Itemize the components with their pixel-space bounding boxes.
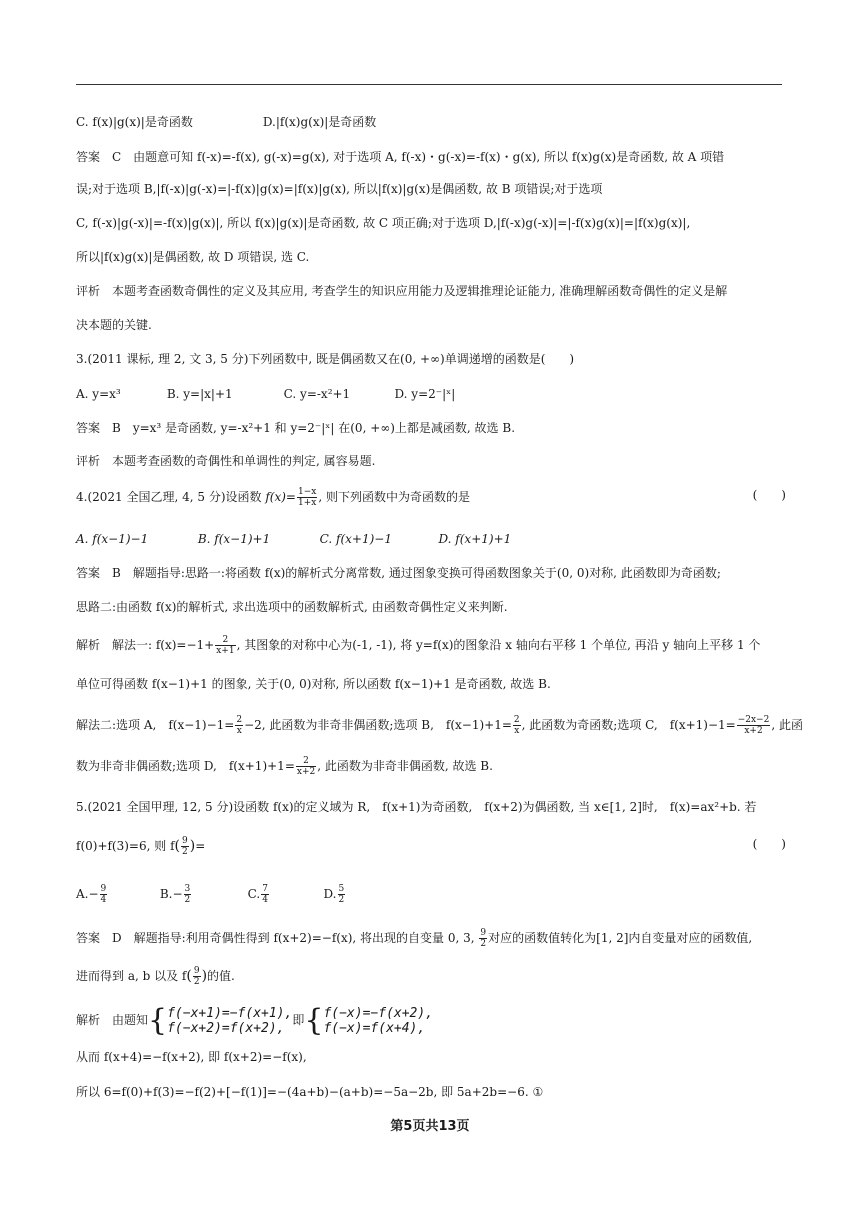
q3-option-b: B. y=|x|+1 xyxy=(166,387,233,401)
q4-sol4-frac-den: x+2 xyxy=(296,767,316,777)
q3-stem: 3.(2011 课标, 理 2, 文 3, 5 分)下列函数中, 既是偶函数又在(0, +∞)单调递增的函数是( ) xyxy=(76,352,575,366)
q4-sol3-part-c: , 此函数为奇函数;选项 C, f(x+1)−1= xyxy=(521,718,736,732)
header-rule xyxy=(76,84,782,85)
q5-ans2-frac-den: 2 xyxy=(193,977,200,987)
q4-stem-function: f(x)= xyxy=(265,490,296,504)
q4-sol4-part-a: 数为非奇非偶函数;选项 D, f(x+1)+1= xyxy=(76,759,295,773)
q5-ans1-prefix: 答案 D 解题指导:利用奇偶性得到 f(x+2)=−f(x), 将出现的自变量 0, 3, xyxy=(76,931,479,945)
q4-option-c: C. f(x+1)−1 xyxy=(319,532,392,546)
q5-option-d-den: 2 xyxy=(338,895,345,905)
q4-stem-suffix: , 则下列函数中为奇函数的是 xyxy=(318,490,470,504)
q5-ans1-frac-num: 9 xyxy=(480,928,487,938)
q5-option-b-den: 2 xyxy=(184,895,191,905)
q5-answer-paren: ( ) xyxy=(752,837,786,851)
q4-answer-line-1: 答案 B 解题指导:思路一:将函数 f(x)的解析式分离常数, 通过图象变换可得函数图象关于(0, 0)对称, 此函数即为奇函数; xyxy=(76,566,721,580)
q3-options xyxy=(76,386,786,402)
q4-stem-frac-num: 1−x xyxy=(297,487,317,497)
q2-answer-line-1: 答案 C 由题意可知 f(-x)=-f(x), g(-x)=g(x), 对于选项 A, f(-x)・g(-x)=-f(x)・g(x), 所以 f(x)g(x)是奇函数, 故 A 项错 xyxy=(76,150,725,164)
q4-stem xyxy=(76,487,786,508)
q5-stem-line-1: 5.(2021 全国甲理, 12, 5 分)设函数 f(x)的定义域为 R, f(x+1)为奇函数, f(x+2)为偶函数, 当 x∈[1, 2]时, f(x)=ax²+b. 若 xyxy=(76,800,757,814)
q4-sol1-prefix: 解析 解法一: f(x)=−1+ xyxy=(76,638,215,652)
q5-option-b xyxy=(160,884,244,905)
q5-solution-line-1 xyxy=(76,1002,786,1038)
q4-sol4-part-b: , 此函数为非奇非偶函数, 故选 B. xyxy=(317,759,493,773)
q5-system-2-line-1: f(−x)=−f(x+2), xyxy=(323,1005,434,1021)
q4-solution-line-4 xyxy=(76,756,786,777)
q5-options xyxy=(76,884,786,905)
q4-sol3-frac-1 xyxy=(235,715,243,736)
left-brace-icon: { xyxy=(304,1002,324,1038)
q5-option-d-prefix: D. xyxy=(323,887,337,901)
q5-sol-prefix: 解析 由题知 xyxy=(76,1013,149,1027)
q5-ans1-suffix: 对应的函数值转化为[1, 2]内自变量对应的函数值, xyxy=(488,931,753,945)
q5-option-a xyxy=(76,884,156,905)
q4-sol3-frac-3-num: −2x−2 xyxy=(737,715,770,725)
q4-solution-line-3 xyxy=(76,715,803,736)
q3-evaluation: 评析 本题考查函数的奇偶性和单调性的判定, 属容易题. xyxy=(76,454,376,468)
q5-option-b-num: 3 xyxy=(184,884,191,894)
q4-sol3-frac-3 xyxy=(737,715,771,736)
q2-option-c: C. f(x)|g(x)|是奇函数 xyxy=(76,115,193,129)
q4-options xyxy=(76,531,786,547)
q5-system-1-line-2: f(−x+2)=f(x+2), xyxy=(167,1020,285,1036)
q4-sol3-frac-1-den: x xyxy=(236,726,242,736)
q5-system-2 xyxy=(323,1006,433,1036)
q4-solution-line-1 xyxy=(76,635,786,656)
q4-sol1-frac-num: 2 xyxy=(215,635,235,646)
q5-stem2-suffix: = xyxy=(195,839,206,853)
q4-option-b: B. f(x−1)+1 xyxy=(197,532,271,546)
q5-stem2-frac-den: 2 xyxy=(181,847,188,857)
q3-option-a: A. y=x³ xyxy=(76,387,121,401)
q3-answer: 答案 B y=x³ 是奇函数, y=-x²+1 和 y=2⁻|ˣ| 在(0, +∞)上都是减函数, 故选 B. xyxy=(76,421,516,435)
q5-option-c-prefix: C. xyxy=(247,887,261,901)
q4-sol1-fraction xyxy=(215,635,235,656)
q4-sol3-frac-2-num: 2 xyxy=(513,715,520,725)
q4-answer-paren: ( ) xyxy=(752,488,786,502)
q5-solution-line-2: 从而 f(x+4)=−f(x+2), 即 f(x+2)=−f(x), xyxy=(76,1050,307,1064)
q5-option-d-num: 5 xyxy=(338,884,345,894)
q5-stem2-prefix: f(0)+f(3)=6, 则 f xyxy=(76,839,175,853)
q5-option-d xyxy=(323,884,346,905)
q4-sol1-frac-den: x+1 xyxy=(216,646,235,656)
q3-option-d: D. y=2⁻|ˣ| xyxy=(394,387,456,401)
q2-options-cd xyxy=(76,114,786,130)
q4-sol3-frac-2 xyxy=(513,715,521,736)
q5-system-1 xyxy=(167,1006,292,1036)
q4-option-a: A. f(x−1)−1 xyxy=(76,532,149,546)
q2-answer-line-3: C, f(-x)|g(-x)|=-f(x)|g(x)|, 所以 f(x)|g(x)|是奇函数, 故 C 项正确;对于选项 D,|f(-x)g(-x)|=|-f(x)g(x)|=|f(x)g(x)|, xyxy=(76,216,691,230)
q5-ans2-fraction xyxy=(193,966,201,987)
q4-option-d: D. f(x+1)+1 xyxy=(438,532,512,546)
q2-answer-line-2: 误;对于选项 B,|f(-x)|g(-x)=|-f(x)|g(x)=|f(x)|g(x), 所以|f(x)|g(x)是偶函数, 故 B 项错误;对于选项 xyxy=(76,182,603,196)
q5-option-a-prefix: A.− xyxy=(76,887,99,901)
q5-option-a-den: 4 xyxy=(100,895,107,905)
q5-ans2-prefix: 进而得到 a, b 以及 f xyxy=(76,969,187,983)
q5-option-c xyxy=(248,884,320,905)
q4-stem-frac-den: 1+x xyxy=(297,498,317,508)
q5-option-a-num: 9 xyxy=(100,884,107,894)
q2-option-d: D.|f(x)g(x)|是奇函数 xyxy=(262,115,377,129)
q4-sol3-frac-2-den: x xyxy=(514,726,520,736)
q5-option-c-num: 7 xyxy=(262,884,268,894)
q4-sol3-frac-3-den: x+2 xyxy=(744,726,763,736)
q4-sol4-frac-num: 2 xyxy=(296,756,316,767)
q5-answer-line-1 xyxy=(76,928,786,949)
q4-solution-line-2: 单位可得函数 f(x−1)+1 的图象, 关于(0, 0)对称, 所以函数 f(x−1)+1 是奇函数, 故选 B. xyxy=(76,677,551,691)
q4-sol3-frac-1-num: 2 xyxy=(236,715,243,725)
left-brace-icon: { xyxy=(148,1002,168,1038)
q4-stem-fraction xyxy=(297,487,317,508)
q5-system-2-line-2: f(−x)=f(x+4), xyxy=(323,1020,426,1036)
q5-system-1-line-1: f(−x+1)=−f(x+1), xyxy=(167,1005,293,1021)
q2-evaluation-line-1: 评析 本题考查函数奇偶性的定义及其应用, 考查学生的知识应用能力及逻辑推理论证能力, 准确理解函数奇偶性的定义是解 xyxy=(76,284,728,298)
q5-ans1-frac-den: 2 xyxy=(480,939,487,949)
q4-stem-prefix: 4.(2021 全国乙理, 4, 5 分)设函数 xyxy=(76,490,266,504)
q4-sol3-part-a: 解法二:选项 A, f(x−1)−1= xyxy=(76,718,235,732)
q5-option-b-prefix: B.− xyxy=(159,887,183,901)
q5-stem-line-2: f(0)+f(3)=6, 则 f( $\frac{9}{2}$ )= ( ) xyxy=(76,836,786,857)
q3-option-c: C. y=-x²+1 xyxy=(283,387,351,401)
q4-sol3-part-b: −2, 此函数为非奇非偶函数;选项 B, f(x−1)+1= xyxy=(244,718,512,732)
q4-sol1-suffix: , 其图象的对称中心为(-1, -1), 将 y=f(x)的图象沿 x 轴向右平移 1 个单位, 再沿 y 轴向上平移 1 个 xyxy=(236,638,761,652)
q5-ans2-suffix: 的值. xyxy=(207,969,235,983)
q5-stem2-fraction xyxy=(181,836,189,857)
q4-answer-line-2: 思路二:由函数 f(x)的解析式, 求出选项中的函数解析式, 由函数奇偶性定义来判断. xyxy=(76,600,508,614)
q5-answer-line-2: 进而得到 a, b 以及 f( $\frac{9}{2}$ )的值. xyxy=(76,966,235,987)
q2-answer-line-4: 所以|f(x)g(x)|是偶函数, 故 D 项错误, 选 C. xyxy=(76,250,310,264)
q5-option-c-den: 4 xyxy=(262,895,268,905)
q5-ans2-frac-num: 9 xyxy=(193,966,200,976)
page-footer: 第5页共13页 xyxy=(390,1119,470,1134)
q5-ans1-fraction xyxy=(479,928,487,949)
q5-solution-line-3: 所以 6=f(0)+f(3)=−f(2)+[−f(1)]=−(4a+b)−(a+b)=−5a−2b, 即 5a+2b=−6. ① xyxy=(76,1085,544,1099)
q5-stem2-frac-num: 9 xyxy=(181,836,188,846)
q2-evaluation-line-2: 决本题的关键. xyxy=(76,318,152,332)
q5-sol-mid: 即 xyxy=(292,1013,305,1027)
q4-sol3-part-d: , 此函 xyxy=(771,718,803,732)
q4-sol4-fraction xyxy=(296,756,316,777)
